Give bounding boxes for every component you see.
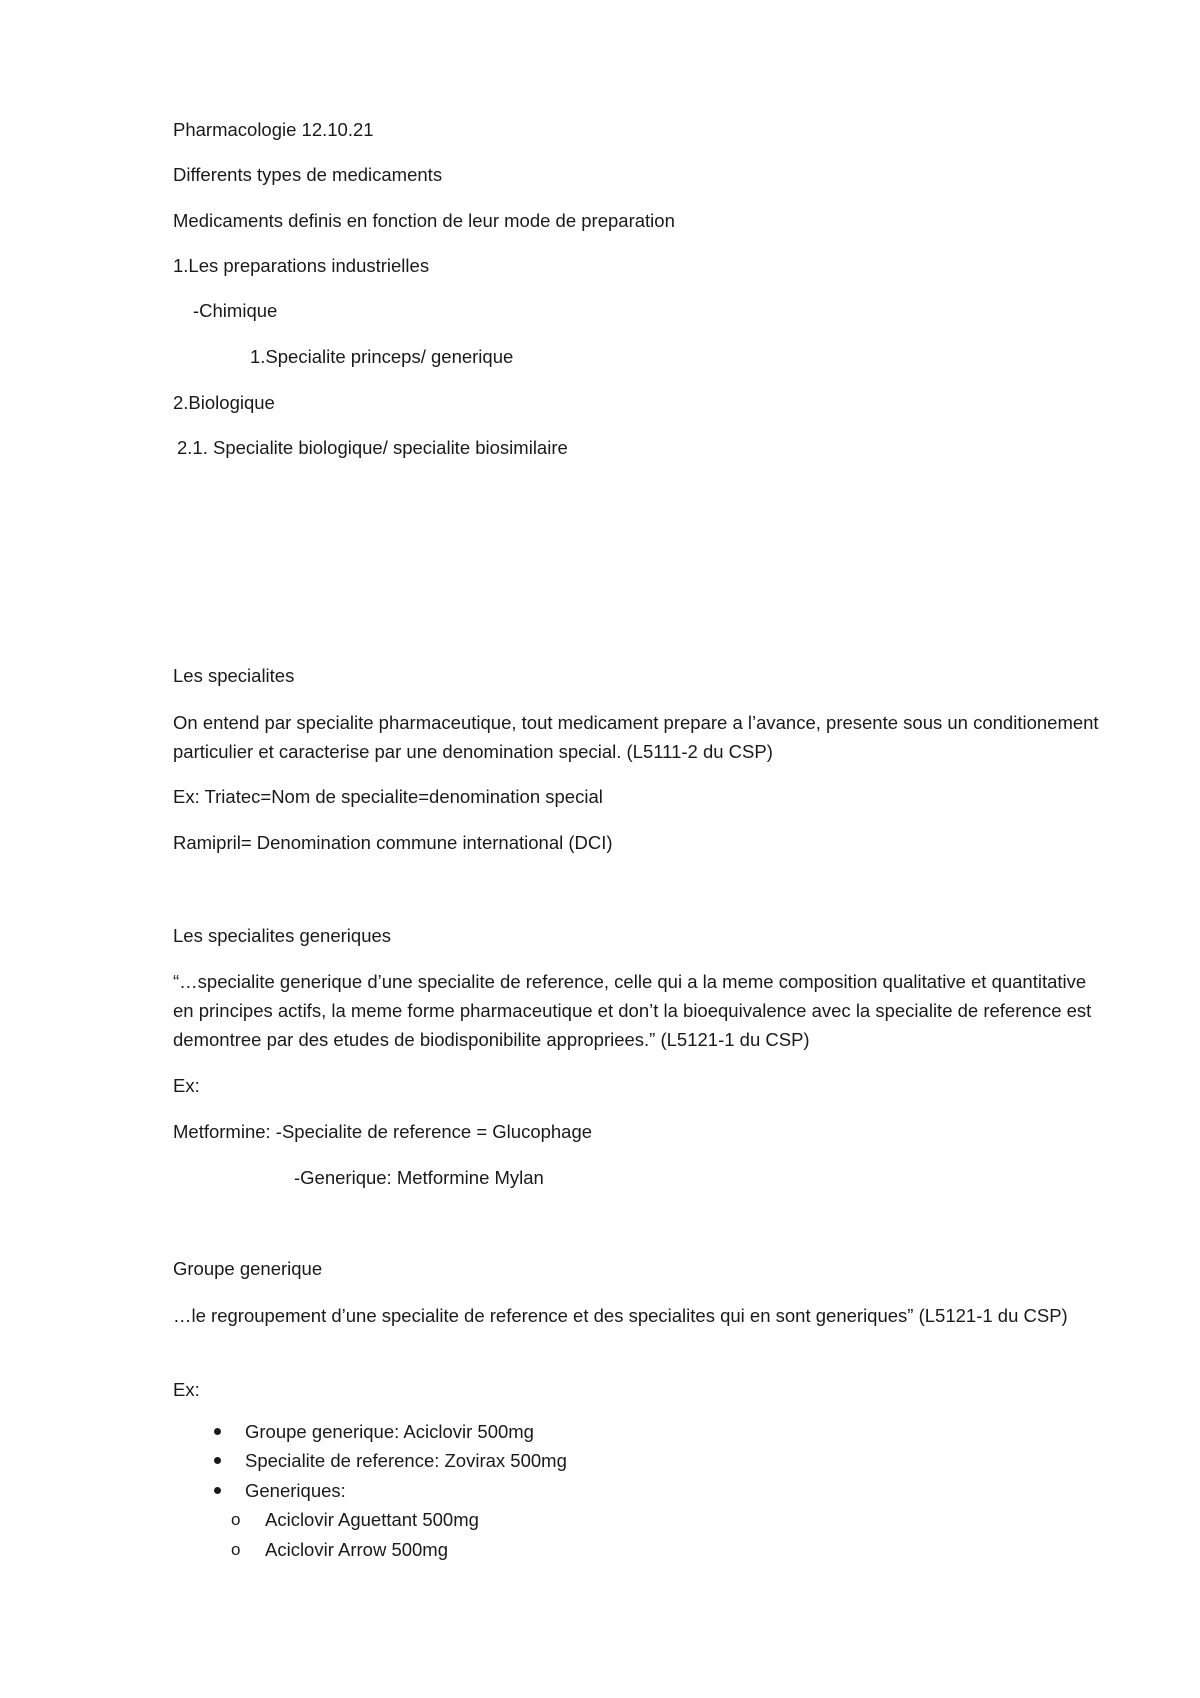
specialites-example-2: Ramipril= Denomination commune international (DCI) — [173, 832, 613, 853]
outline-item-2-1: 2.1. Specialite biologique/ specialite biosimilaire — [177, 437, 568, 458]
document-subtitle: Differents types de medicaments — [173, 164, 443, 185]
list-item: Generiques: — [245, 1480, 346, 1501]
outline-item-2: 2.Biologique — [173, 392, 275, 413]
generiques-ex-label: Ex: — [173, 1075, 200, 1096]
list-item: Groupe generique: Aciclovir 500mg — [245, 1421, 534, 1442]
generiques-ex-line-2: -Generique: Metformine Mylan — [294, 1167, 544, 1188]
sub-list-item: Aciclovir Aguettant 500mg — [265, 1509, 479, 1530]
generiques-quote: “…specialite generique d’une specialite de reference, celle qui a la meme composition qualitative et quantitative en principes actifs, la meme forme pharmaceutique et don’t la bioequivalence avec la specialite de reference est demontree par des etudes de biodisponibilite appropriees.” (L5121-1 du CSP) — [173, 971, 1092, 1050]
bullet-icon — [214, 1457, 221, 1464]
bullet-icon — [214, 1428, 221, 1435]
document-title: Pharmacologie 12.10.21 — [173, 119, 374, 140]
generiques-ex-line-1: Metformine: -Specialite de reference = Glucophage — [173, 1121, 593, 1142]
specialites-definition: On entend par specialite pharmaceutique, tout medicament prepare a l’avance, presente sous un conditionement particulier et caracterise par une denomination special. (L5111-2 du CSP) — [173, 712, 1099, 762]
specialites-heading: Les specialites — [173, 665, 295, 686]
generiques-heading: Les specialites generiques — [173, 925, 392, 946]
outline-item-1a1: 1.Specialite princeps/ generique — [250, 346, 514, 367]
specialites-example-1: Ex: Triatec=Nom de specialite=denomination special — [173, 786, 603, 807]
sub-list-item: Aciclovir Arrow 500mg — [265, 1539, 449, 1560]
outline-item-1: 1.Les preparations industrielles — [173, 255, 430, 276]
list-item: Specialite de reference: Zovirax 500mg — [245, 1450, 567, 1471]
sub-bullet-marker: o — [231, 1540, 241, 1559]
groupe-heading: Groupe generique — [173, 1258, 323, 1279]
intro-text: Medicaments definis en fonction de leur mode de preparation — [173, 210, 675, 231]
sub-bullet-marker: o — [231, 1510, 241, 1529]
groupe-quote: …le regroupement d’une specialite de reference et des specialites qui en sont generiques” (L5121-1 du CSP) — [173, 1305, 1068, 1326]
outline-item-1a: -Chimique — [193, 300, 278, 321]
groupe-ex-label: Ex: — [173, 1379, 200, 1400]
bullet-icon — [214, 1487, 221, 1494]
